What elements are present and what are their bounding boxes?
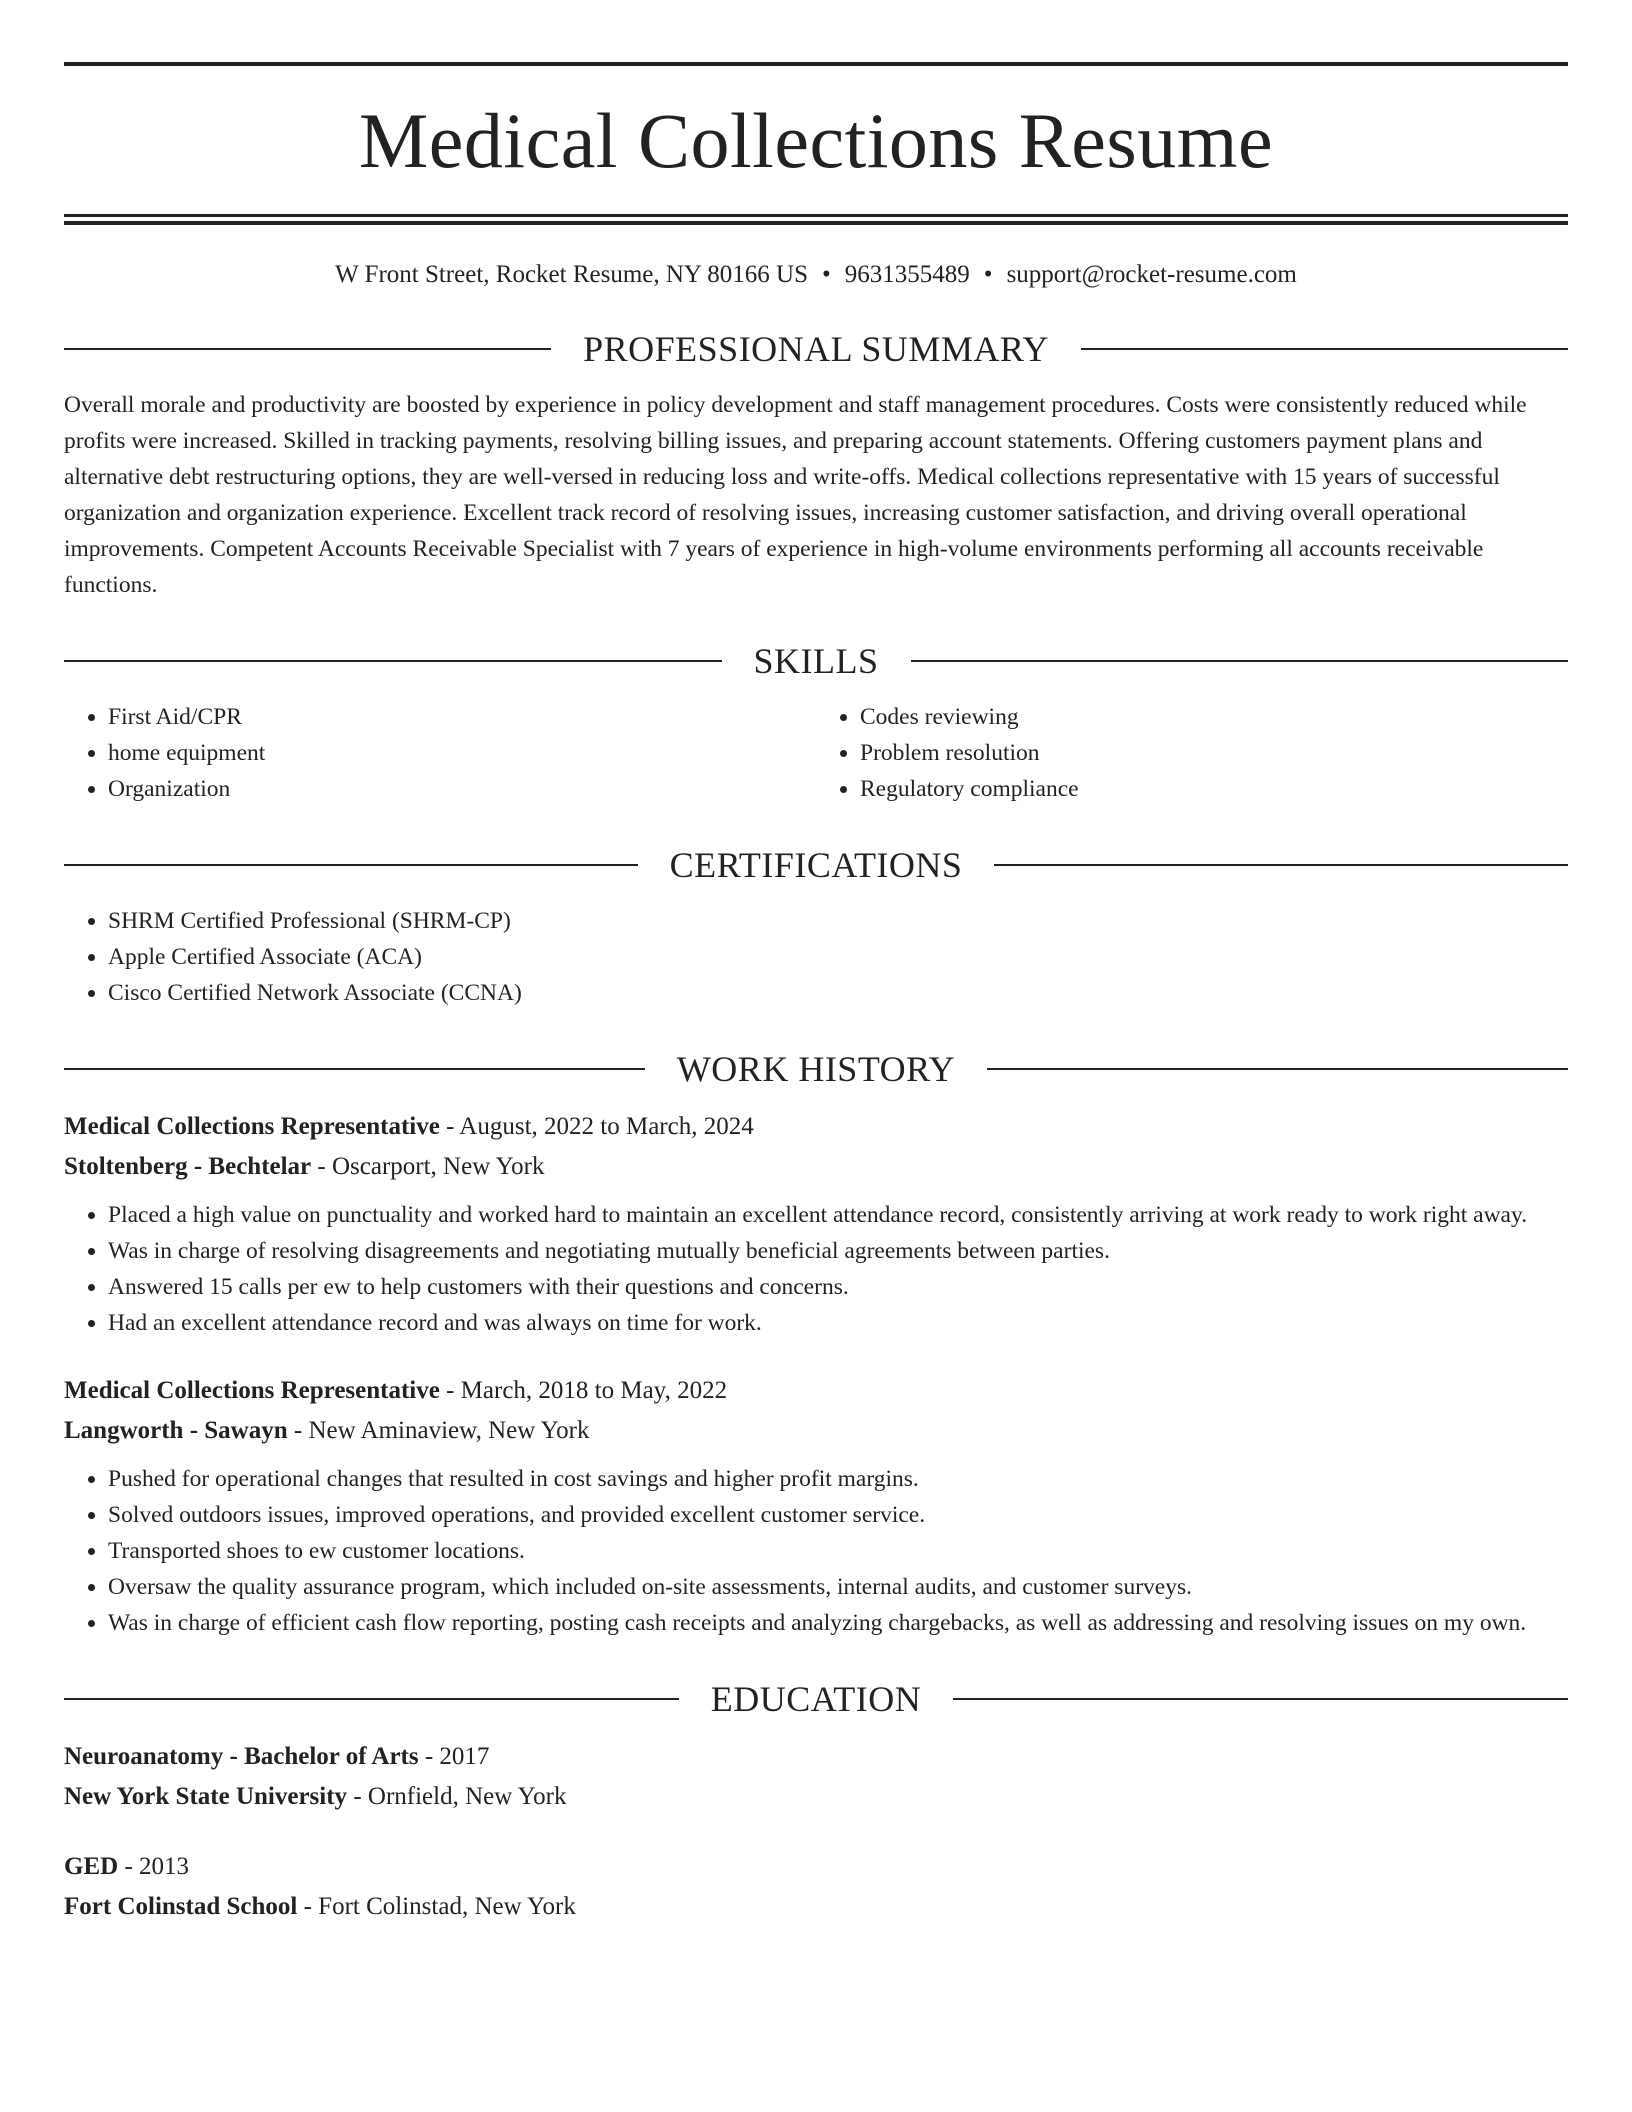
education-degree-line [64, 1737, 1568, 1777]
section-divider [987, 1068, 1568, 1070]
job-dates: - March, 2018 to May, 2022 [439, 1377, 728, 1404]
contact-email: support@rocket-resume.com [1006, 261, 1297, 288]
job-duty: • Solved outdoors issues, improved operations, and provided excellent customer service. [108, 1497, 1568, 1533]
section-divider [64, 660, 722, 662]
job-duty: • Had an excellent attendance record and was always on time for work. [108, 1305, 1568, 1341]
education-location: - Fort Colinstad, New York [297, 1893, 576, 1920]
skills-section-header [64, 639, 1568, 683]
certifications-list [64, 903, 1568, 1011]
section-title: SKILLS [753, 641, 879, 681]
job-duty: • Oversaw the quality assurance program, which included on-site assessments, internal audits, and customer surveys. [108, 1569, 1568, 1605]
contact-line [64, 259, 1568, 291]
education-degree-line [64, 1847, 1568, 1887]
summary-section-header [64, 327, 1568, 371]
job-company-line [64, 1147, 1568, 1187]
skill-item: • Regulatory compliance [860, 771, 1568, 807]
job-duties-list [64, 1461, 1568, 1641]
job-company: Langworth - Sawayn [64, 1417, 288, 1444]
section-title: PROFESSIONAL SUMMARY [583, 329, 1049, 369]
certification-item: • Apple Certified Associate (ACA) [108, 939, 1568, 975]
job-duties-list [64, 1197, 1568, 1341]
skills-list-left [64, 699, 816, 807]
section-title: EDUCATION [710, 1679, 922, 1719]
education-year: - 2013 [118, 1853, 190, 1880]
skill-item: • Organization [108, 771, 816, 807]
education-section-header [64, 1677, 1568, 1721]
job-duty: • Pushed for operational changes that resulted in cost savings and higher profit margins. [108, 1461, 1568, 1497]
certification-item: • Cisco Certified Network Associate (CCNA) [108, 975, 1568, 1011]
section-divider [1081, 348, 1568, 350]
job-duty: • Was in charge of efficient cash flow reporting, posting cash receipts and analyzing chargebacks, as well as addressing and resolving issues on my own. [108, 1605, 1568, 1641]
certification-item: • SHRM Certified Professional (SHRM-CP) [108, 903, 1568, 939]
job-duty: • Placed a high value on punctuality and worked hard to maintain an excellent attendance record, consistently arriving at work ready to work right away. [108, 1197, 1568, 1233]
education-location: - Ornfield, New York [347, 1783, 567, 1810]
education-school: Fort Colinstad School [64, 1893, 298, 1920]
title-double-rule [64, 214, 1568, 225]
education-degree: GED [64, 1853, 119, 1880]
job-dates: - August, 2022 to March, 2024 [439, 1113, 754, 1140]
section-divider [953, 1698, 1568, 1700]
education-entry [64, 1847, 1568, 1927]
skill-item: • home equipment [108, 735, 816, 771]
skills-columns [64, 699, 1568, 807]
section-divider [64, 1068, 645, 1070]
job-duty: • Transported shoes to ew customer locations. [108, 1533, 1568, 1569]
section-title: WORK HISTORY [676, 1049, 956, 1089]
section-title: CERTIFICATIONS [669, 845, 963, 885]
skills-list-right [816, 699, 1568, 807]
skill-item: • Problem resolution [860, 735, 1568, 771]
job-entry [64, 1371, 1568, 1641]
contact-separator: • [822, 261, 831, 288]
job-title-line [64, 1107, 1568, 1147]
section-divider [994, 864, 1568, 866]
top-rule [64, 62, 1568, 66]
job-location: - Oscarport, New York [311, 1153, 545, 1180]
education-school: New York State University [64, 1783, 348, 1810]
job-location: - New Aminaview, New York [287, 1417, 590, 1444]
section-divider [64, 348, 551, 350]
job-role: Medical Collections Representative [64, 1113, 440, 1140]
contact-separator: • [983, 261, 993, 288]
job-duty: • Answered 15 calls per ew to help customers with their questions and concerns. [108, 1269, 1568, 1305]
education-entry [64, 1737, 1568, 1817]
summary-text: Overall morale and productivity are boosted by experience in policy development and staff management procedures. Costs were consistently reduced while profits were increased. Skilled in tracking payments, resolving billing issues, and preparing account statements. Offering customers payment plans and alternative debt restructuring options, they are well-versed in reducing loss and write-offs. Medical collections representative with 15 years of successful organization and organization experience. Excellent track record of resolving issues, increasing customer satisfaction, and driving overall operational improvements. Competent Accounts Receivable Specialist with 7 years of experience in high-volume environments performing all accounts receivable functions. [64, 392, 1527, 598]
skill-item: • First Aid/CPR [108, 699, 816, 735]
job-duty: • Was in charge of resolving disagreements and negotiating mutually beneficial agreements between parties. [108, 1233, 1568, 1269]
job-company: Stoltenberg - Bechtelar [64, 1153, 312, 1180]
job-role: Medical Collections Representative [64, 1377, 440, 1404]
job-company-line [64, 1411, 1568, 1451]
skill-item: • Codes reviewing [860, 699, 1568, 735]
job-title-line [64, 1371, 1568, 1411]
education-school-line [64, 1887, 1568, 1927]
section-divider [64, 1698, 679, 1700]
resume-title: Medical Collections Resume [358, 97, 1274, 184]
section-divider [64, 864, 638, 866]
job-entry [64, 1107, 1568, 1341]
education-year: - 2017 [418, 1743, 490, 1770]
certifications-section-header [64, 843, 1568, 887]
section-divider [911, 660, 1569, 662]
education-school-line [64, 1777, 1568, 1817]
education-degree: Neuroanatomy - Bachelor of Arts [64, 1743, 419, 1770]
contact-phone: 9631355489 [844, 261, 970, 288]
contact-address: W Front Street, Rocket Resume, NY 80166 US [335, 261, 809, 288]
work-section-header [64, 1047, 1568, 1091]
